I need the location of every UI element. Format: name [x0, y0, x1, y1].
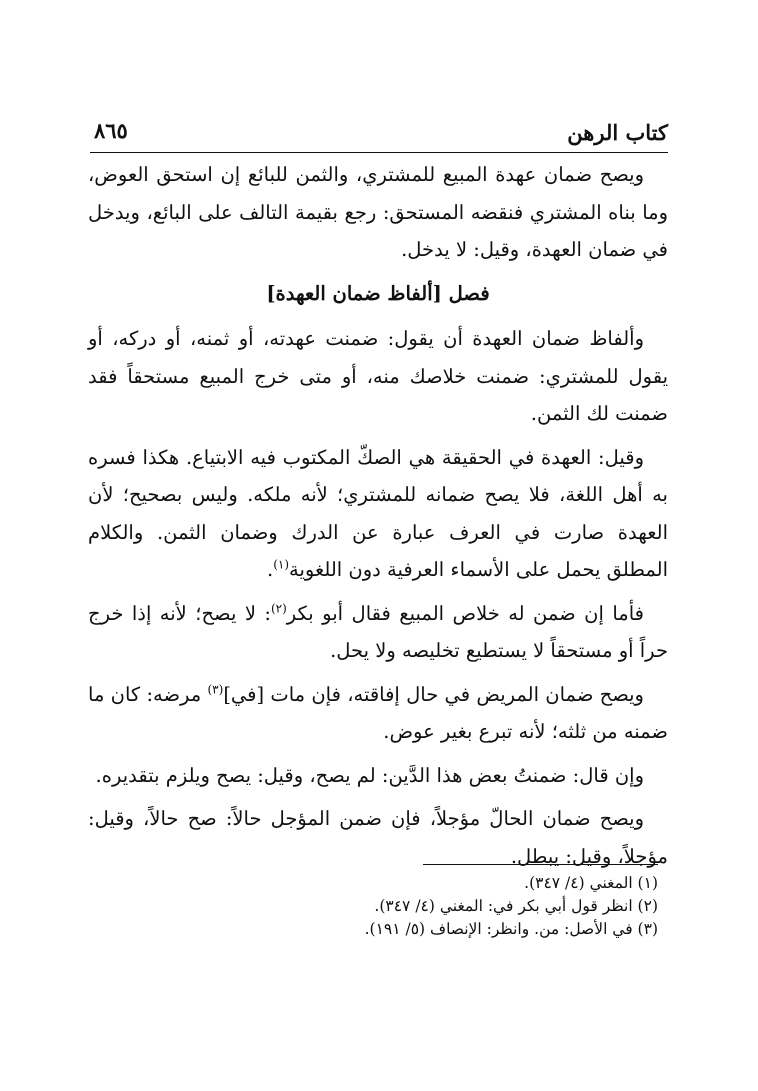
paragraph: [88, 676, 668, 751]
section-heading: فصل [ألفاظ ضمان العهدة]: [266, 281, 490, 305]
paragraph: ويصح ضمان الحالّ مؤجلاً، فإن ضمن المؤجل حالاً: صح حالاً، وقيل: مؤجلاً، وقيل: يبطل.: [88, 807, 668, 868]
paragraph: [88, 595, 668, 670]
paragraph-end: .: [266, 558, 274, 581]
running-header: [90, 118, 668, 153]
footnote-2: (٢) انظر قول أبي بكر في: المغني (٤/ ٣٤٧).: [374, 897, 658, 915]
paragraph-text: : لا يصح؛ لأنه إذا خرج حراً أو مستحقاً لا يستطيع تخليصه ولا يحل.: [88, 601, 668, 662]
paragraph: ويصح ضمان عهدة المبيع للمشتري، والثمن للبائع إن استحق العوض، وما بناه المشتري فنقضه المستحق: رجع بقيمة التالف على البائع، ويدخل في ضمان العهدة، وقيل: لا يدخل.: [88, 163, 668, 261]
footnote-ref-2[interactable]: (٢): [270, 601, 287, 615]
footnote-3: (٣) في الأصل: من. وانظر: الإنصاف (٥/ ١٩١).: [364, 920, 658, 938]
footnote-divider: [423, 864, 658, 865]
chapter-title: كتاب الرهن: [567, 120, 668, 145]
paragraph-text: وقيل: العهدة في الحقيقة هي الصكّ المكتوب فيه الابتياع. هكذا فسره به أهل اللغة، فلا يصح ضمانه للمشتري؛ لأنه ملكه. وليس بصحيح؛ لأن العهدة صارت في العرف عبارة عن الدرك وضمان الثمن. والكلام المطلق يحمل على الأسماء العرفية دون اللغوية: [88, 445, 668, 581]
paragraph-text: ويصح ضمان المريض في حال إفاقته، فإن مات [في]: [223, 682, 644, 706]
paragraph-text: فأما إن ضمن له خلاص المبيع فقال أبو بكر: [286, 601, 644, 625]
main-text: [88, 156, 668, 881]
footnote-ref-3[interactable]: (٣): [207, 682, 224, 696]
paragraph: وألفاظ ضمان العهدة أن يقول: ضمنت عهدته، أو ثمنه، أو دركه، أو يقول للمشتري: ضمنت خلاصك منه، أو متى خرج المبيع مستحقاً فقد ضمنت لك الثمن.: [88, 327, 668, 425]
footnotes: [98, 872, 658, 941]
paragraph-text: مرضه: كان ما ضمنه من ثلثه؛ لأنه تبرع بغير عوض.: [88, 682, 668, 743]
page-number: ٨٦٥: [94, 118, 128, 143]
paragraph: [88, 439, 668, 589]
footnote-1: (١) المغني (٤/ ٣٤٧).: [524, 874, 658, 892]
footnote-ref-1[interactable]: (١): [273, 557, 290, 572]
paragraph: وإن قال: ضمنتُ بعض هذا الدَّين: لم يصح، وقيل: يصح ويلزم بتقديره.: [95, 763, 644, 787]
